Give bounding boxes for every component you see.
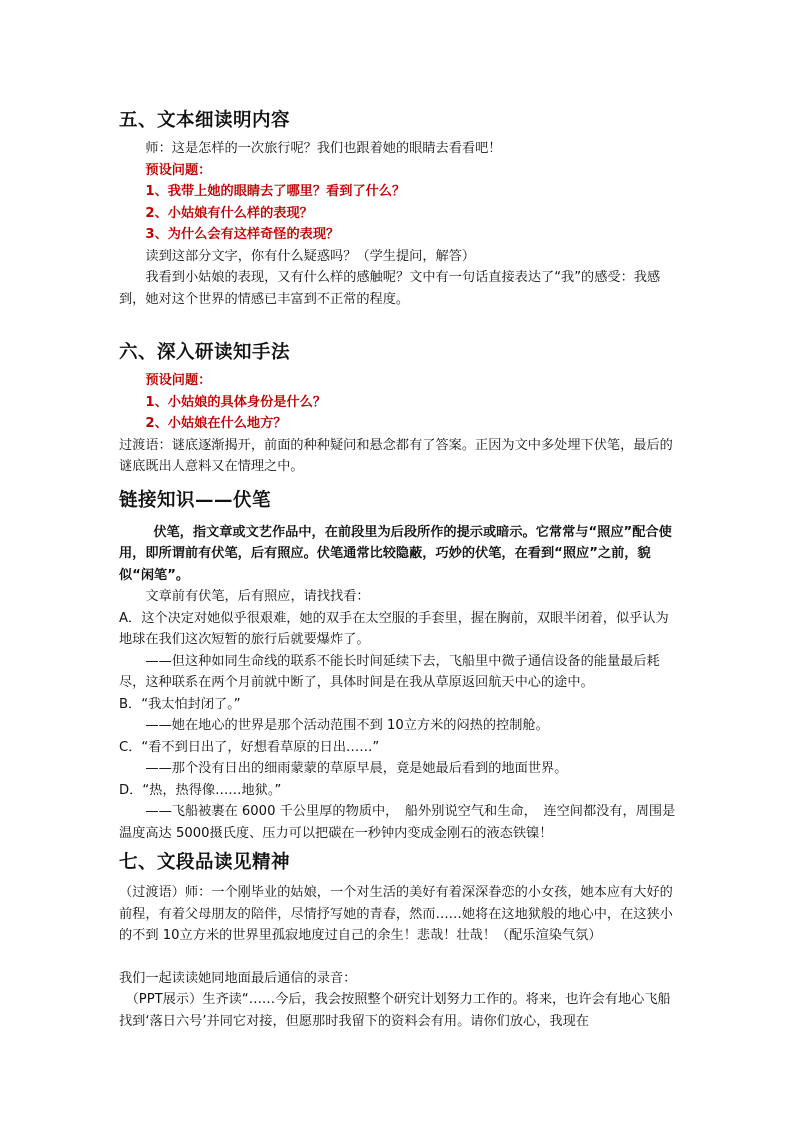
example-a: A．这个决定对她似乎很艰难，她的双手在太空服的手套里，握在胸前，双眼半闭着，似乎认为地球在我们这次短暂的旅行后就要爆炸了。	[119, 610, 669, 647]
s5-paragraph-2: 读到这部分文字，你有什么疑惑吗？（学生提问，解答）	[145, 248, 476, 264]
example-c-answer: ——那个没有日出的细雨蒙蒙的草原早晨，竟是她最后看到的地面世界。	[145, 761, 568, 776]
example-c: C．“看不到日出了，好想看草原的日出……”	[119, 739, 380, 755]
example-b: B．“我太怕封闭了。”	[119, 696, 241, 712]
s6-question-heading: 预设问题：	[145, 373, 212, 388]
s6-question-1: 1、小姑娘的具体身份是什么？	[145, 394, 327, 410]
s7-paragraph-3: （PPT展示）生齐读“……今后，我会按照整个研究计划努力工作的。将来，也许会有地心飞船找到‘落日六号’并同它对接，但愿那时我留下的资料会有用。请你们放心，我现在	[119, 992, 671, 1029]
link-knowledge-title: 链接知识——伏笔	[119, 489, 272, 511]
s7-paragraph-1: （过渡语）师：一个刚毕业的姑娘，一个对生活的美好有着深深眷恋的小女孩，她本应有大好的前程，有着父母朋友的陪伴，尽情抒写她的青春，然而……她将在这地狱般的地心中，在这狭小的不到 10立方米的世界里孤寂地度过自己的余生！悲哉！壮哉！（配乐渲染气氛）	[119, 885, 673, 943]
example-d-answer: ——飞船被裹在 6000 千公里厚的物质中， 船外别说空气和生命， 连空间都没有，周围是温度高达 5000摄氏度、压力可以把碳在一秒钟内变成金刚石的液态铁镍！	[119, 804, 676, 841]
section-7-title: 七、文段品读见精神	[119, 852, 291, 873]
s6-question-2: 2、小姑娘在什么地方？	[145, 416, 287, 431]
s5-paragraph-1: 师：这是怎样的一次旅行呢？我们也跟着她的眼睛去看看吧！	[145, 141, 502, 156]
s5-question-2: 2、小姑娘有什么样的表现？	[145, 205, 313, 221]
example-a-answer: ——但这种如同生命线的联系不能长时间延续下去，飞船里中微子通信设备的能量最后耗尽，这种联系在两个月前就中断了，具体时间是在我从草原返回航天中心的途中。	[119, 653, 660, 690]
document-content	[119, 108, 679, 1032]
s5-question-1: 1、我带上她的眼睛去了哪里？看到了什么？	[145, 184, 406, 199]
s7-paragraph-2: 我们一起读读她同地面最后通信的录音：	[119, 970, 357, 986]
s6-paragraph-1: 过渡语：谜底逐渐揭开，前面的种种疑问和悬念都有了答案。正因为文中多处埋下伏笔，最后的谜底既出人意料又在情理之中。	[119, 437, 673, 474]
link-task: 文章前有伏笔，后有照应，请找找看：	[145, 589, 370, 604]
s5-question-3: 3、为什么会有这样奇怪的表现？	[145, 227, 340, 242]
foreshadowing-definition: 伏笔，指文章或文艺作品中，在前段里为后段所作的提示或暗示。它常常与“照应”配合使用，即所谓前有伏笔，后有照应。伏笔通常比较隐蔽，巧妙的伏笔，在看到“照应”之前，貌似“闲笔”。	[119, 524, 672, 583]
s5-question-heading: 预设问题：	[145, 162, 212, 178]
section-5-title: 五、文本细读明内容	[119, 110, 291, 131]
s5-paragraph-3: 我看到小姑娘的表现，又有什么样的感触呢？文中有一句话直接表达了“我”的感受：我感到，她对这个世界的情感已丰富到不正常的程度。	[119, 270, 661, 307]
example-d: D．“热，热得像……地狱。”	[119, 782, 282, 798]
section-6-title: 六、深入研读知手法	[119, 342, 291, 363]
example-b-answer: ——她在地心的世界是那个活动范围不到 10立方米的闷热的控制舱。	[145, 718, 549, 733]
